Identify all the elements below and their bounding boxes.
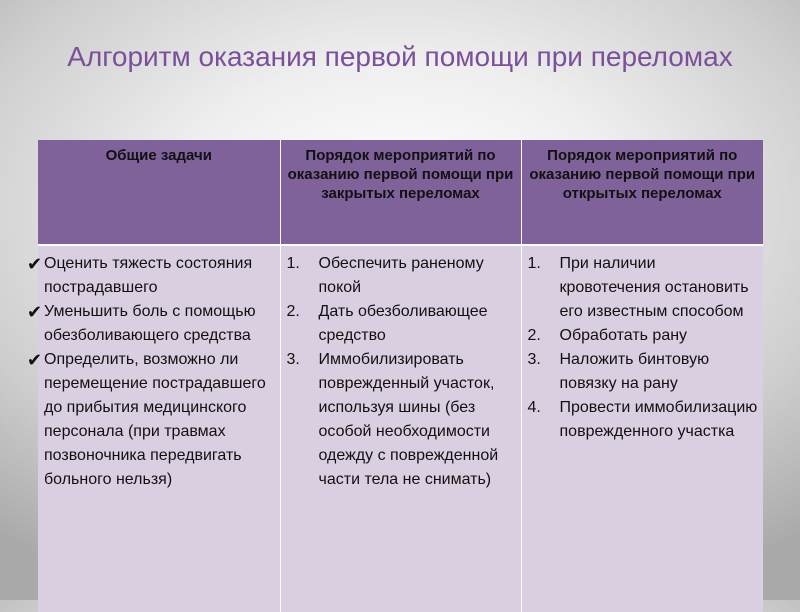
- step-text: Провести иммобилизацию поврежденного участка: [559, 399, 758, 440]
- step-number: 1.: [527, 255, 541, 272]
- list-item: [528, 396, 760, 444]
- list-item: [528, 348, 760, 396]
- list-item-text: Уменьшить боль с помощью обезболивающего средства: [44, 303, 256, 344]
- closed-steps-list: [287, 252, 517, 492]
- slide-title: Алгоритм оказания первой помощи при переломах: [67, 41, 733, 72]
- list-item: [528, 324, 760, 348]
- step-number: 3.: [286, 351, 300, 368]
- step-number: 1.: [286, 255, 300, 272]
- step-text: При наличии кровотечения остановить его известным способом: [559, 255, 749, 320]
- step-number: 2.: [527, 327, 541, 344]
- step-text: Дать обезболивающее средство: [318, 303, 488, 344]
- checkmark-icon: ✔: [27, 302, 43, 322]
- list-item: [27, 252, 276, 300]
- open-fractures-cell: [521, 245, 763, 612]
- checkmark-icon: ✔: [27, 254, 43, 274]
- open-steps-list: [528, 252, 760, 444]
- closed-fractures-cell: [280, 245, 521, 612]
- general-tasks-cell: [27, 245, 280, 612]
- step-text: Обеспечить раненому покой: [318, 255, 484, 296]
- checkmark-icon: ✔: [27, 350, 43, 370]
- step-number: 3.: [527, 351, 541, 368]
- list-item-text: Определить, возможно ли перемещение пострадавшего до прибытия медицинского персонала (при травмах позвоночника передвигать больного нельзя): [44, 351, 266, 488]
- step-number: 4.: [527, 399, 541, 416]
- step-text: Обработать рану: [559, 327, 688, 344]
- list-item: [528, 252, 760, 324]
- step-text: Иммобилизировать поврежденный участок, используя шины (без особой необходимости одежду с поврежденной части тела не снимать): [318, 351, 499, 488]
- header-general-tasks: Общие задачи: [38, 140, 280, 245]
- step-text: Наложить бинтовую повязку на рану: [559, 351, 710, 392]
- list-item: [27, 348, 276, 492]
- list-item: [287, 300, 517, 348]
- first-aid-table: [27, 140, 763, 612]
- table-body-row: [38, 245, 763, 612]
- list-item: [27, 300, 276, 348]
- general-tasks-list: [27, 252, 276, 492]
- header-closed-fractures: Порядок мероприятий по оказанию первой помощи при закрытых переломах: [280, 140, 521, 245]
- step-number: 2.: [286, 303, 300, 320]
- list-item: [287, 348, 517, 492]
- table-header-row: [38, 140, 763, 245]
- header-open-fractures: Порядок мероприятий по оказанию первой помощи при открытых переломах: [521, 140, 763, 245]
- list-item-text: Оценить тяжесть состояния пострадавшего: [44, 255, 253, 296]
- list-item: [287, 252, 517, 300]
